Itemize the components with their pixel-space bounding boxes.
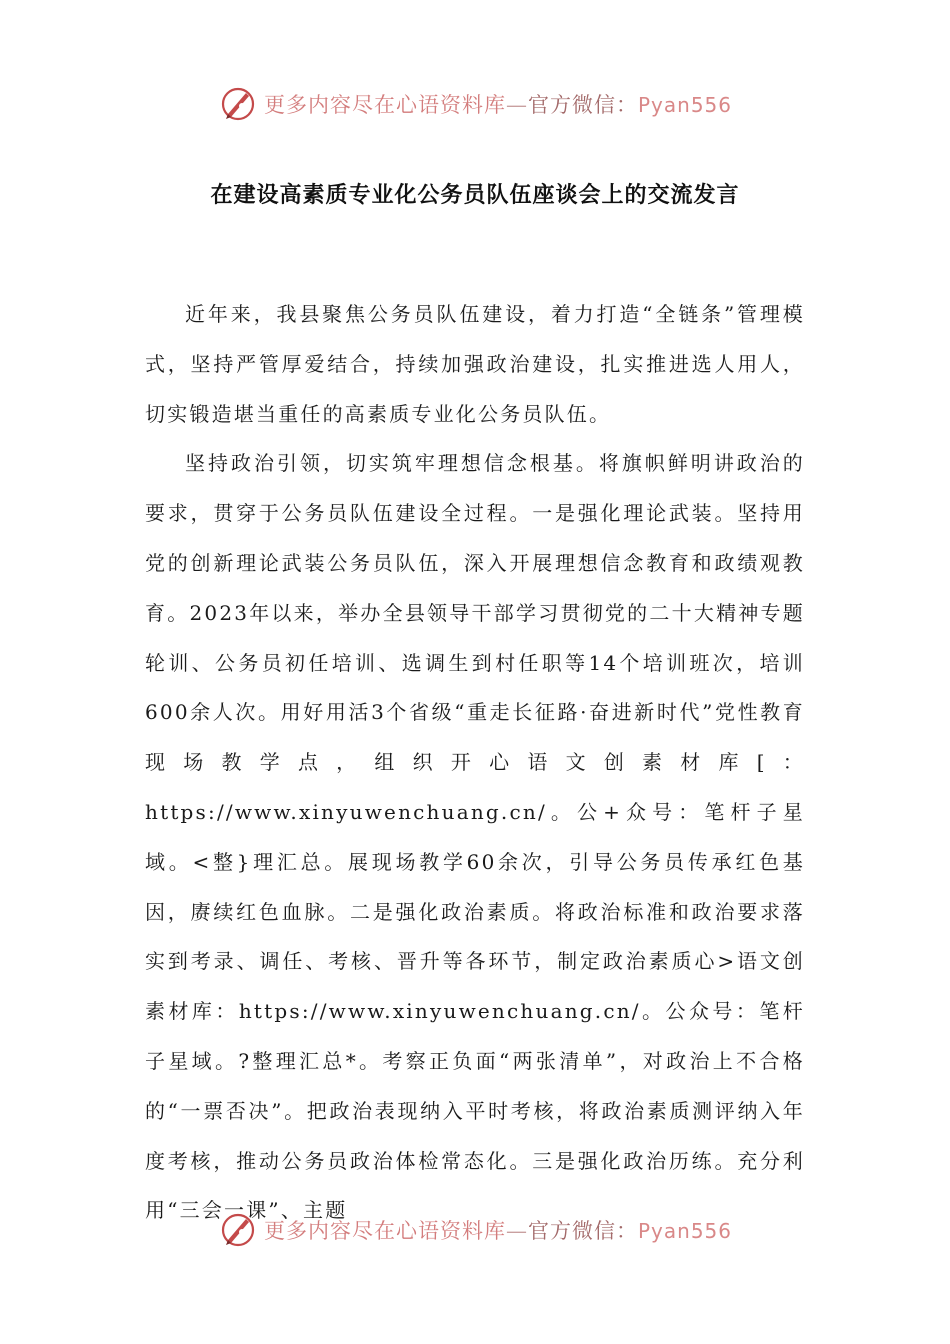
document-body [145,290,805,1236]
separator: — [505,1219,528,1243]
pen-logo-icon [218,84,258,124]
header-watermark-banner [0,80,950,128]
footer-watermark-banner [0,1206,950,1254]
promo-text: 更多内容尽在心语资料库 [263,1219,506,1243]
paragraph: 坚持政治引领，切实筑牢理想信念根基。将旗帜鲜明讲政治的要求，贯穿于公务员队伍建设全过程。一是强化理论武装。坚持用党的创新理论武装公务员队伍，深入开展理想信念教育和政绩观教育。2023年以来，举办全县领导干部学习贯彻党的二十大精神专题轮训、公务员初任培训、选调生到村任职等14个培训班次，培训600余人次。用好用活3个省级“重走长征路·奋进新时代”党性教育现场教学点，组织开心语文创素材库[：https://www.xinyuwenchuang.cn/。公+众号：笔杆子星域。<整}理汇总。展现场教学60余次，引导公务员传承红色基因，赓续红色血脉。二是强化政治素质。将政治标准和政治要求落实到考录、调任、考核、晋升等各环节，制定政治素质心>语文创素材库：https://www.xinyuwenchuang.cn/。公众号：笔杆子星域。?整理汇总*。考察正负面“两张清单”，对政治上不合格的“一票否决”。把政治表现纳入平时考核，将政治素质测评纳入年度考核，推动公务员政治体检常态化。三是强化政治历练。充分利用“三会一课”、主题 [145,451,805,1223]
pen-logo-icon [218,1210,258,1250]
document-title: 在建设高素质专业化公务员队伍座谈会上的交流发言 [210,182,740,208]
banner-text [264,1215,732,1245]
wechat-label: 官方微信： [527,1219,638,1243]
wechat-id: Pyan556 [637,1219,732,1243]
separator: — [505,93,528,117]
wechat-label: 官方微信： [527,93,638,117]
banner-text [264,89,732,119]
promo-text: 更多内容尽在心语资料库 [263,93,506,117]
paragraph: 近年来，我县聚焦公务员队伍建设，着力打造“全链条”管理模式，坚持严管厚爱结合，持续加强政治建设，扎实推进选人用人，切实锻造堪当重任的高素质专业化公务员队伍。 [145,302,805,426]
wechat-id: Pyan556 [637,93,732,117]
